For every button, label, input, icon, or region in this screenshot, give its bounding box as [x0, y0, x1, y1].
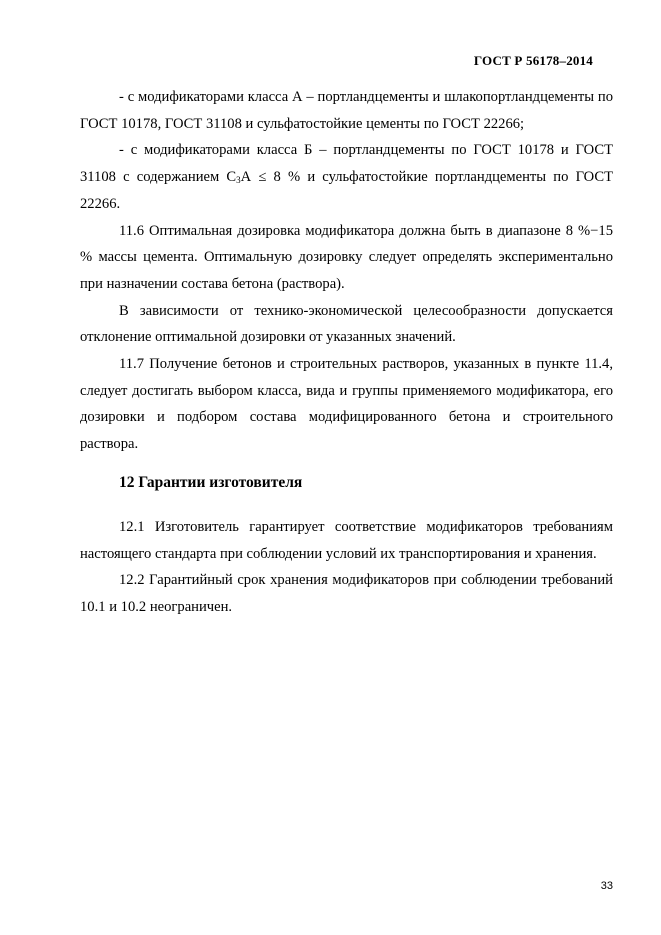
paragraph-class-b [80, 137, 613, 217]
c3a-subscript: 3 [236, 175, 241, 186]
paragraph-11-7: 11.7 Получение бетонов и строительных растворов, указанных в пункте 11.4, следует достигать выбором класса, вида и группы применяемого модификатора, его дозировки и подбором состава модифицированного бетона и строительного раствора. [80, 356, 613, 453]
paragraph-12-1: 12.1 Изготовитель гарантирует соответствие модификаторов требованиям настоящего стандарта при соблюдении условий их транспортирования и хранения. [80, 518, 613, 562]
page-number: 33 [600, 880, 613, 892]
section-12-title: 12 Гарантии изготовителя [119, 473, 303, 491]
paragraph-class-b-end: А ≤ 8 % и сульфатостойкие портландцементы по ГОСТ 22266. [80, 169, 614, 212]
document-header: ГОСТ Р 56178–2014 [473, 53, 593, 68]
paragraph-class-b-start: - с модификаторами класса Б – портландцементы по ГОСТ 10178 и ГОСТ 31108 с содержанием С [80, 142, 613, 186]
paragraph-deviation: В зависимости от технико-экономической целесообразности допускается отклонение оптимальной дозировки от указанных значений. [80, 302, 613, 346]
document-body [80, 84, 613, 621]
paragraph-12-2: 12.2 Гарантийный срок хранения модификаторов при соблюдении требований 10.1 и 10.2 неограничен. [80, 572, 613, 615]
paragraph-class-a: - с модификаторами класса А – портландцементы и шлакопортландцементы по ГОСТ 10178, ГОСТ 31108 и сульфатостойкие цементы по ГОСТ 22266; [80, 89, 613, 132]
paragraph-11-6: 11.6 Оптимальная дозировка модификатора должна быть в диапазоне 8 %−15 % массы цемента. Оптимальную дозировку следует определять экспериментально при назначении состава бетона (раствора). [80, 222, 613, 292]
